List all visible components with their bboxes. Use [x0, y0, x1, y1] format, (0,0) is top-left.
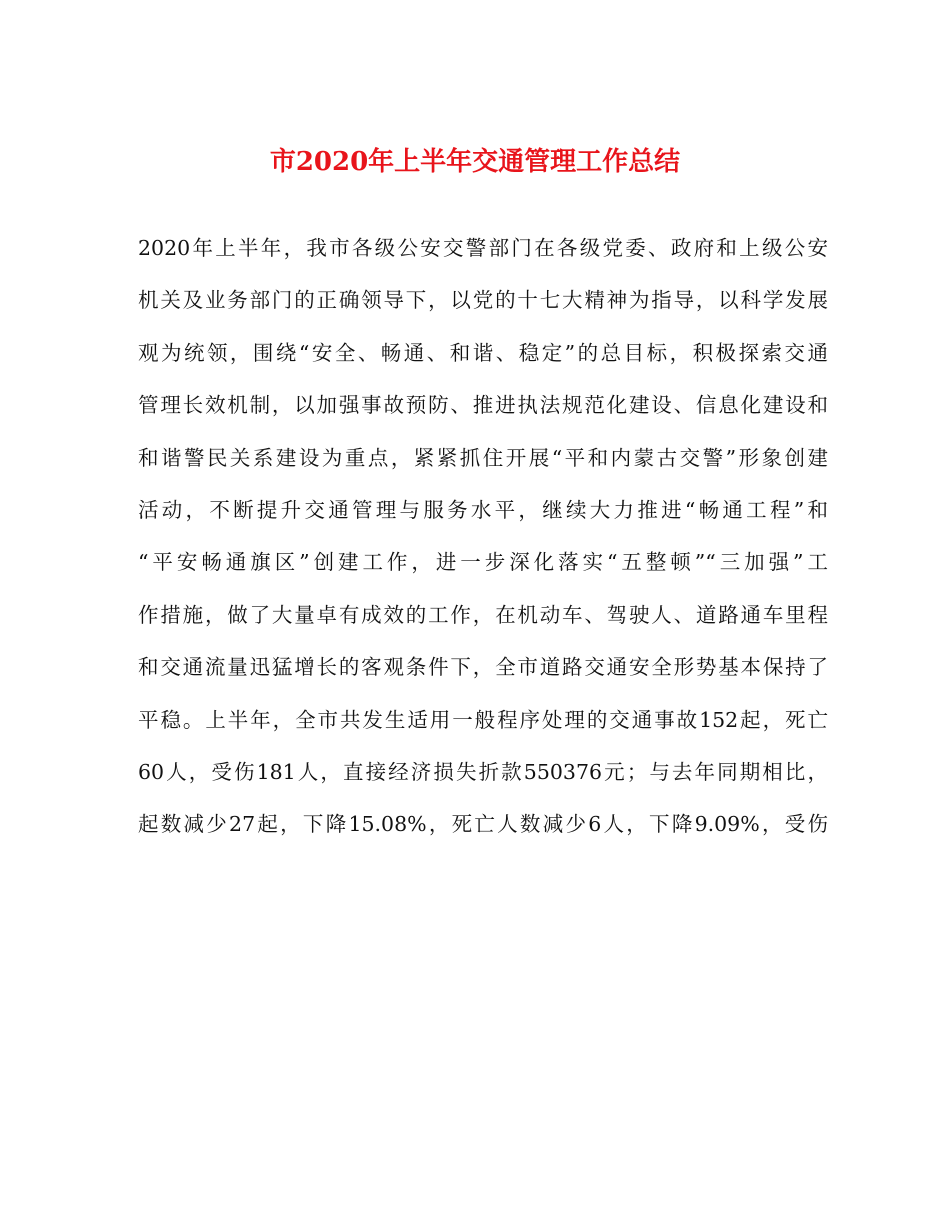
body-line: “平安畅通旗区”创建工作，进一步深化落实“五整顿”“三加强”工 [138, 550, 828, 575]
body-line: 起数减少27起，下降15.08%，死亡人数减少6人，下降9.09%，受伤 [138, 812, 828, 837]
body-line: 60人，受伤181人，直接经济损失折款550376元；与去年同期相比， [138, 759, 828, 784]
body-line: 平稳。上半年，全市共发生适用一般程序处理的交通事故152起，死亡 [138, 707, 828, 732]
body-line: 作措施，做了大量卓有成效的工作，在机动车、驾驶人、道路通车里程 [138, 602, 828, 627]
body-line: 观为统领，围绕“安全、畅通、和谐、稳定”的总目标，积极探索交通 [138, 340, 828, 365]
document-body [138, 226, 828, 855]
body-line: 和谐警民关系建设为重点，紧紧抓住开展“平和内蒙古交警”形象创建 [138, 445, 828, 470]
body-line: 管理长效机制，以加强事故预防、推进执法规范化建设、信息化建设和 [138, 393, 828, 418]
body-line: 机关及业务部门的正确领导下，以党的十七大精神为指导，以科学发展 [138, 288, 828, 313]
body-line: 和交通流量迅猛增长的客观条件下，全市道路交通安全形势基本保持了 [138, 655, 828, 680]
document-title: 市2020年上半年交通管理工作总结 [269, 147, 681, 177]
body-line: 活动，不断提升交通管理与服务水平，继续大力推进“畅通工程”和 [138, 497, 828, 522]
body-line: 2020年上半年，我市各级公安交警部门在各级党委、政府和上级公安 [138, 236, 828, 260]
